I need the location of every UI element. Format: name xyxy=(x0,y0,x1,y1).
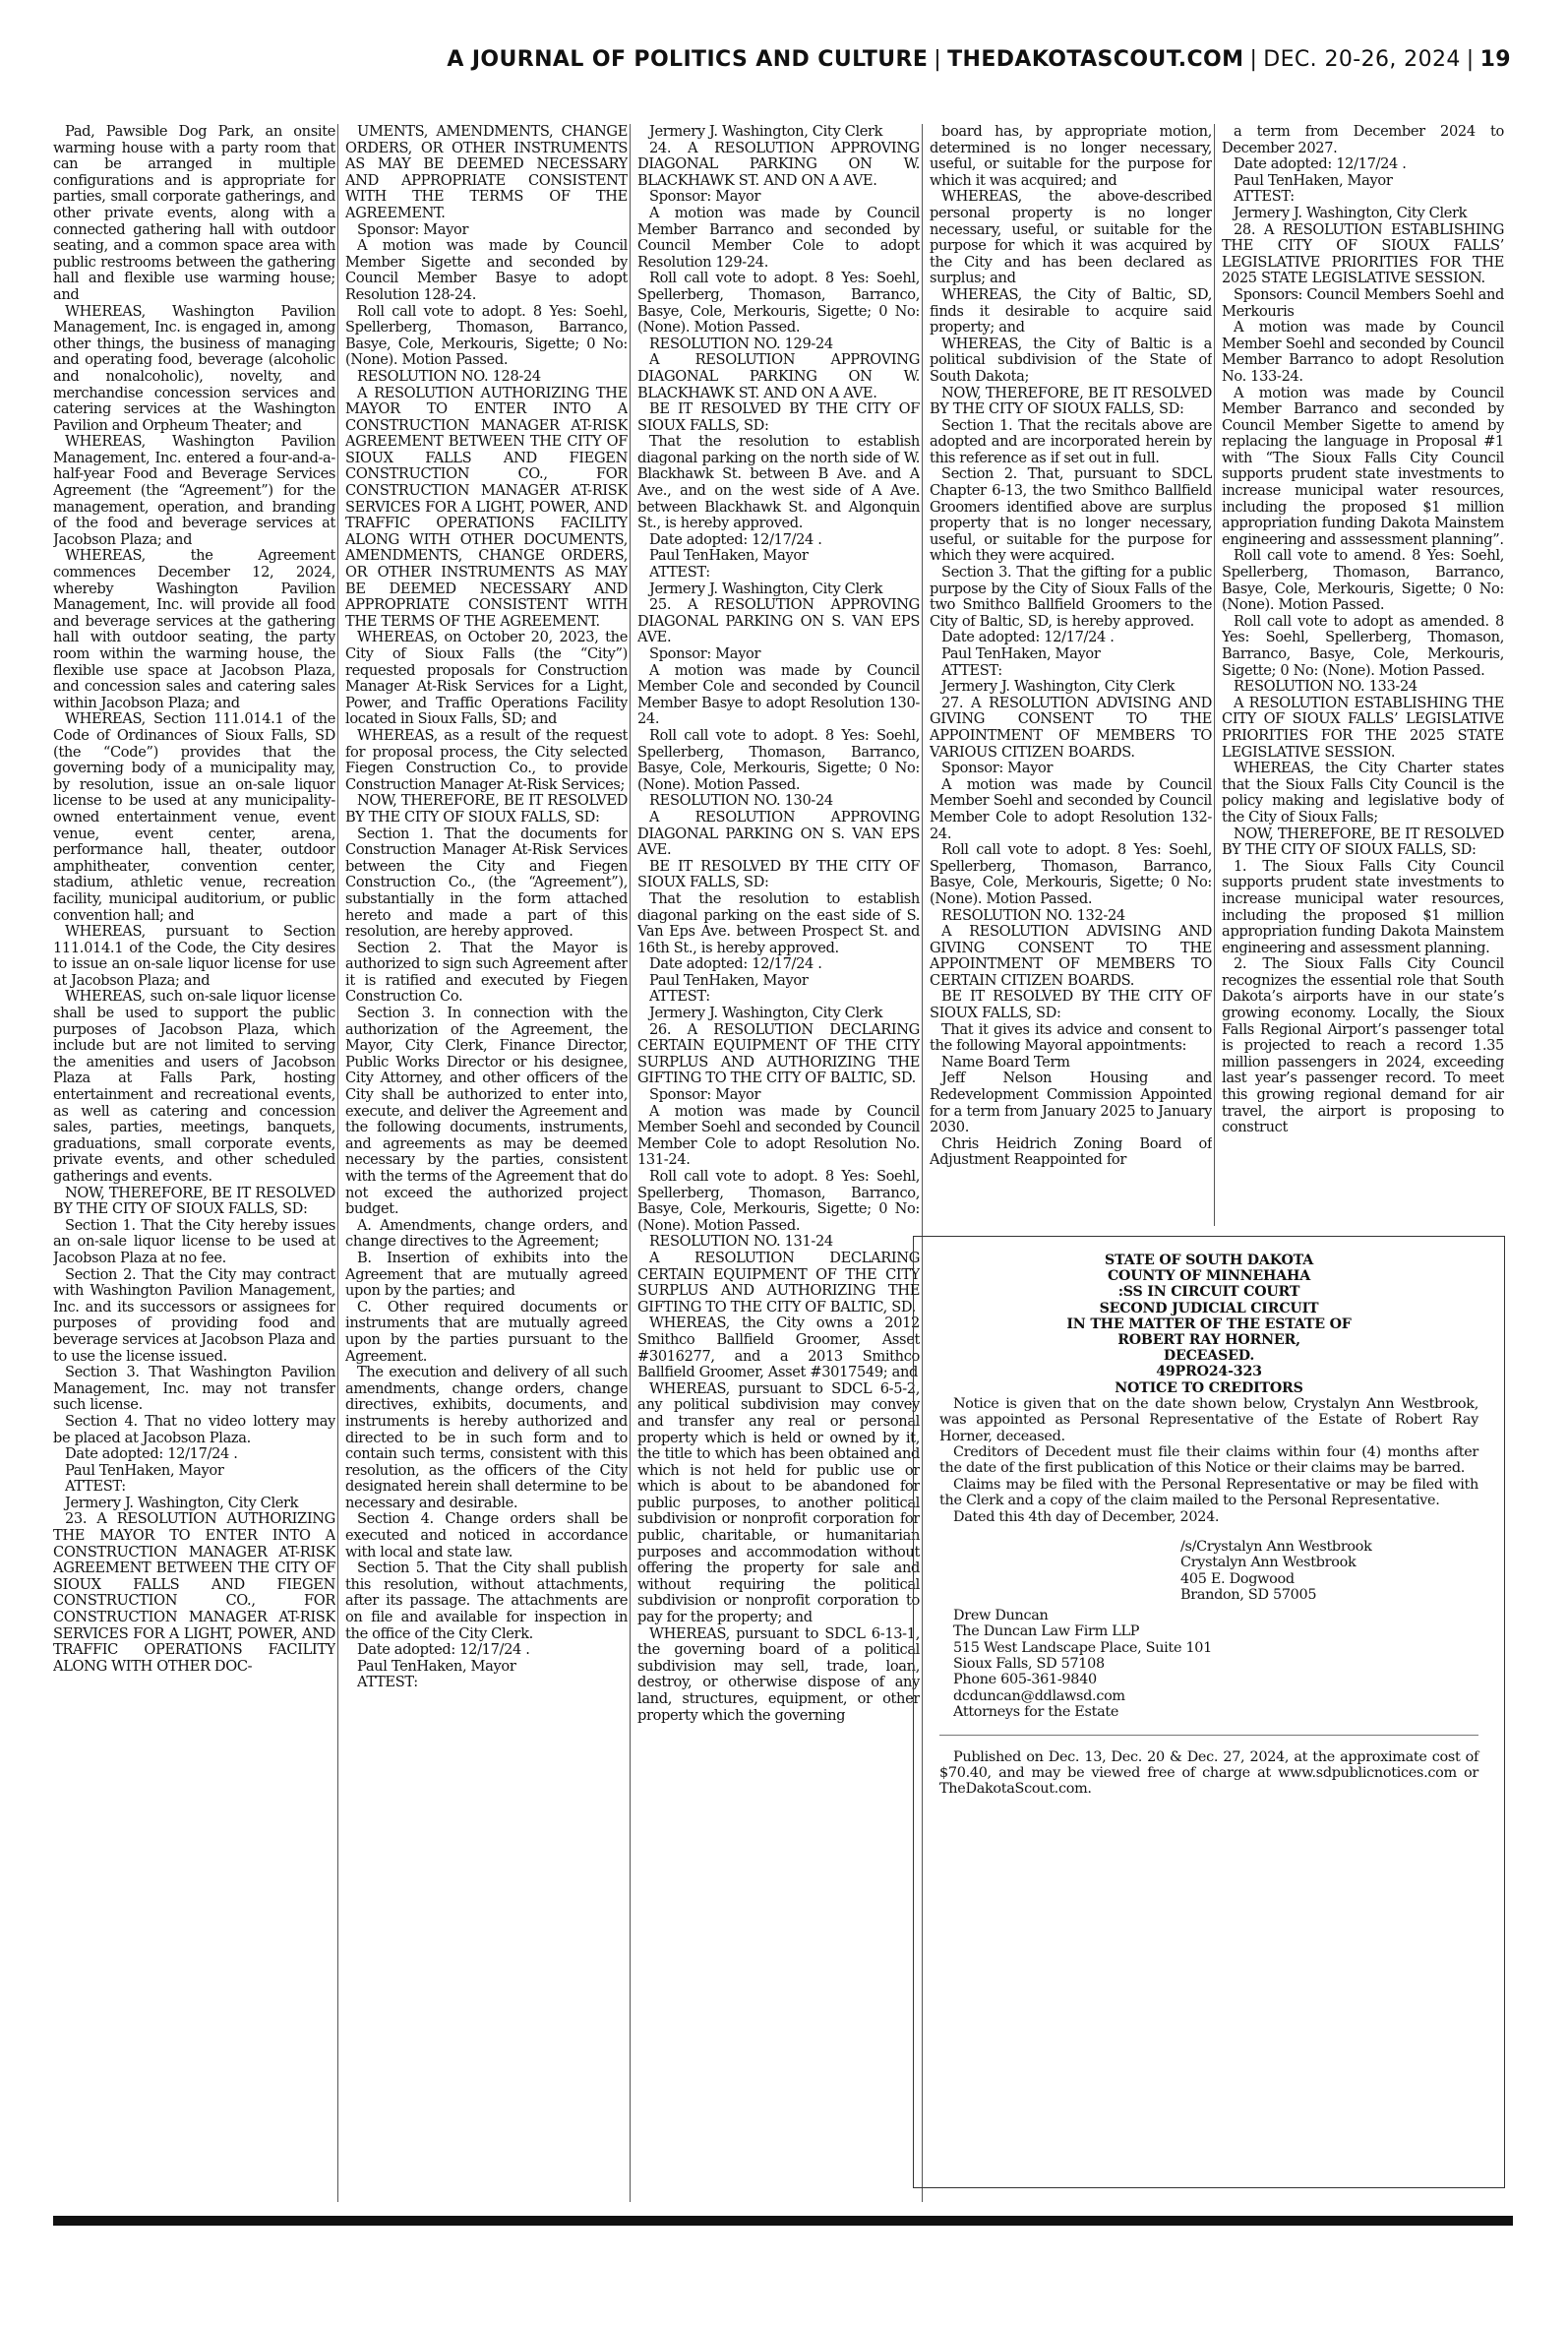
attorney-line: 515 West Landscape Place, Suite 101 xyxy=(953,1639,1213,1656)
notice-heading-line: IN THE MATTER OF THE ESTATE OF xyxy=(1066,1315,1352,1332)
column-paragraph: A motion was made by Council Member Cole and seconded by Council Member Basye to adopt Resolution 130-24. xyxy=(637,661,920,728)
column-paragraph: RESOLUTION NO. 130-24 xyxy=(649,792,833,810)
column-paragraph: Jermery J. Washington, City Clerk xyxy=(65,1494,299,1511)
column-paragraph: RESOLUTION NO. 129-24 xyxy=(649,335,833,352)
journal-tagline: A JOURNAL OF POLITICS AND CULTURE xyxy=(447,47,929,72)
column-paragraph: 2. The Sioux Falls City Council recognizes the essential role that South Dakota’s airports have in our state’s growing economy. Locally, the Sioux Falls Regional Airport’s passenger total is projected to reach a record 1.35 million passengers in 2024, exceeding last year’s passenger record. To meet this growing regional demand for air travel, the airport is proposing to construct xyxy=(1222,955,1504,1136)
column-paragraph: Pad, Pawsible Dog Park, an onsite warming house with a party room that can be arranged in multiple configurations and is appropriate for parties, small corporate gatherings, and other private events, along with a connected gathering hall with outdoor seating, and a common space area with public restrooms between the gathering hall and flexible use warming house; and xyxy=(53,124,335,303)
page-header xyxy=(0,47,1511,72)
attorney-line: Drew Duncan xyxy=(953,1607,1049,1623)
notice-heading-line: DECEASED. xyxy=(1163,1348,1255,1365)
column-paragraph: A motion was made by Council Member Soehl and seconded by Council Member Cole to adopt Resolution No. 131-24. xyxy=(637,1102,920,1169)
text-column-3 xyxy=(637,124,920,2208)
column-paragraph: Roll call vote to adopt. 8 Yes: Soehl, Spellerberg, Thomason, Barranco, Basye, Cole, Merkouris, Sigette; 0 No: (None). Motion Passed. xyxy=(930,841,1212,907)
text-column-4 xyxy=(930,124,1212,1226)
column-paragraph: UMENTS, AMENDMENTS, CHANGE ORDERS, OR OTHER INSTRUMENTS AS MAY BE DEEMED NECESSARY AND APPROPRIATE CONSISTENT WITH THE TERMS OF THE AGREEMENT. xyxy=(345,124,628,221)
notice-divider xyxy=(939,1735,1478,1736)
column-paragraph: WHEREAS, pursuant to SDCL 6-13-1, the governing board of a political subdivision may sell, trade, loan, destroy, or otherwise dispose of any land, structures, equipment, or other property which the governing xyxy=(637,1624,920,1724)
text-column-5 xyxy=(1222,124,1504,1226)
column-paragraph: Sponsor: Mayor xyxy=(941,760,1054,777)
column-paragraph: 28. A RESOLUTION ESTABLISHING THE CITY OF SIOUX FALLS’ LEGISLATIVE PRIORITIES FOR THE 2025 STATE LEGISLATIVE SESSION. xyxy=(1222,220,1504,287)
text-column-2 xyxy=(345,124,628,2208)
notice-heading xyxy=(939,1253,1478,1396)
issue-dates: DEC. 20-26, 2024 xyxy=(1263,47,1461,72)
column-paragraph: WHEREAS, the above-described personal property is no longer necessary, useful, or suitable for the purpose for which it was acquired by the City and has been declared as surplus; and xyxy=(930,188,1212,287)
column-paragraph: NOW, THEREFORE, BE IT RESOLVED BY THE CITY OF SIOUX FALLS, SD: xyxy=(53,1184,335,1218)
column-paragraph: Roll call vote to adopt as amended. 8 Yes: Soehl, Spellerberg, Thomason, Barranco, Basye, Cole, Merkouris, Sigette; 0 No: (None). Motion Passed. xyxy=(1222,612,1504,679)
column-paragraph: Section 2. That, pursuant to SDCL Chapter 6-13, the two Smithco Ballfield Groomers identified above are surplus property that is no longer necessary, useful, or suitable for the purpose for which they were acquired. xyxy=(930,465,1212,565)
notice-heading-line: ROBERT RAY HORNER, xyxy=(1117,1332,1300,1349)
column-paragraph: WHEREAS, Washington Pavilion Management, Inc. entered a four-and-a-half-year Food and Beverage Services Agreement (the “Agreement”) for the management, operation, and branding of the food and beverage services at Jacobson Plaza; and xyxy=(53,433,335,548)
column-paragraph: C. Other required documents or instruments that are mutually agreed upon by the parties pursuant to the Agreement. xyxy=(345,1298,628,1365)
column-paragraph: NOW, THEREFORE, BE IT RESOLVED BY THE CITY OF SIOUX FALLS, SD: xyxy=(1222,825,1504,859)
column-paragraph: Roll call vote to adopt. 8 Yes: Soehl, Spellerberg, Thomason, Barranco, Basye, Cole, Merkouris, Sigette; 0 No: (None). Motion Passed. xyxy=(637,1168,920,1234)
column-paragraph: 23. A RESOLUTION AUTHORIZING THE MAYOR TO ENTER INTO A CONSTRUCTION MANAGER AT-RISK AGREEMENT BETWEEN THE CITY OF SIOUX FALLS AND FIEGEN CONSTRUCTION CO., FOR CONSTRUCTION MANAGER AT-RISK SERVICES FOR A LIGHT, POWER, AND TRAFFIC OPERATIONS FACILITY ALONG WITH OTHER DOC- xyxy=(53,1510,335,1675)
column-paragraph: 24. A RESOLUTION APPROVING DIAGONAL PARKING ON W. BLACKHAWK ST. AND ON A AVE. xyxy=(637,139,920,189)
column-paragraph: A RESOLUTION APPROVING DIAGONAL PARKING ON S. VAN EPS AVE. xyxy=(637,808,920,859)
column-paragraph: WHEREAS, the City of Baltic is a political subdivision of the State of South Dakota; xyxy=(930,335,1212,385)
column-paragraph: ATTEST: xyxy=(357,1674,418,1691)
attorney-line: dcduncan@ddlawsd.com xyxy=(953,1687,1125,1704)
column-paragraph: WHEREAS, the City owns a 2012 Smithco Ballfield Groomer, Asset #3016277, and a 2013 Smithco Ballfield Groomer, Asset #3017549; and xyxy=(637,1315,920,1381)
column-paragraph: Jermery J. Washington, City Clerk xyxy=(649,124,883,140)
column-paragraph: B. Insertion of exhibits into the Agreement that are mutually agreed upon by the parties; and xyxy=(345,1249,628,1300)
column-paragraph: Jermery J. Washington, City Clerk xyxy=(649,580,883,597)
column-paragraph: Paul TenHaken, Mayor xyxy=(649,547,809,565)
notice-heading-line: NOTICE TO CREDITORS xyxy=(1115,1379,1303,1396)
attorney-line: Phone 605-361-9840 xyxy=(953,1672,1097,1688)
notice-heading-line: STATE OF SOUTH DAKOTA xyxy=(1104,1253,1314,1268)
column-paragraph: RESOLUTION NO. 133-24 xyxy=(1234,678,1417,696)
signature-line: /s/Crystalyn Ann Westbrook xyxy=(1180,1539,1372,1556)
notice-heading-line: SECOND JUDICIAL CIRCUIT xyxy=(1099,1300,1319,1316)
notice-body xyxy=(939,1396,1478,1525)
column-paragraph: Section 1. That the City hereby issues an on-sale liquor license to be used at Jacobson Plaza at no fee. xyxy=(53,1216,335,1266)
column-paragraph: A motion was made by Council Member Sigette and seconded by Council Member Basye to adopt Resolution 128-24. xyxy=(345,237,628,303)
column-paragraph: Paul TenHaken, Mayor xyxy=(65,1461,224,1479)
column-paragraph: Section 1. That the recitals above are adopted and are incorporated herein by this reference as if set out in full. xyxy=(930,416,1212,466)
column-paragraph: A RESOLUTION ESTABLISHING THE CITY OF SIOUX FALLS’ LEGISLATIVE PRIORITIES FOR THE 2025 STATE LEGISLATIVE SESSION. xyxy=(1222,694,1504,761)
column-paragraph: WHEREAS, as a result of the request for proposal process, the City selected Fiegen Construction Co., to provide Construction Manager At-Risk Services; xyxy=(345,726,628,793)
header-separator: | xyxy=(934,47,942,72)
column-paragraph: Section 4. That no video lottery may be placed at Jacobson Plaza. xyxy=(53,1412,335,1446)
column-paragraph: Date adopted: 12/17/24 . xyxy=(649,530,822,548)
notice-paragraph: Creditors of Decedent must file their claims within four (4) months after the date of the first publication of this Notice or their claims may be barred. xyxy=(939,1444,1478,1477)
column-paragraph: Sponsor: Mayor xyxy=(649,1086,761,1104)
column-paragraph: Paul TenHaken, Mayor xyxy=(649,971,809,989)
column-paragraph: Date adopted: 12/17/24 . xyxy=(357,1641,530,1659)
column-paragraph: A RESOLUTION ADVISING AND GIVING CONSENT TO THE APPOINTMENT OF MEMBERS TO CERTAIN CITIZEN BOARDS. xyxy=(930,923,1212,989)
notice-heading-line: COUNTY OF MINNEHAHA xyxy=(1107,1268,1311,1285)
notice-paragraph: Claims may be filed with the Personal Representative or may be filed with the Clerk and a copy of the claim mailed to the Personal Representative. xyxy=(939,1476,1478,1509)
column-paragraph: Section 2. That the City may contract with Washington Pavilion Management, Inc. and its successors or assignees for purposes of providing food and beverage services at Jacobson Plaza and to use the license issued. xyxy=(53,1265,335,1365)
column-paragraph: WHEREAS, pursuant to SDCL 6-5-2, any political subdivision may convey and transfer any real or personal property which is held or owned by it, the title to which has been obtained and which is not held for public use or which is about to be abandoned for public purposes, to another political subdivision or nonprofit corporation for public, charitable, or humanitarian purposes and accommodation without offering the property for sale and without requiring the political subdivision or nonprofit corporation to pay for the property; and xyxy=(637,1379,920,1626)
column-paragraph: A RESOLUTION AUTHORIZING THE MAYOR TO ENTER INTO A CONSTRUCTION MANAGER AT-RISK AGREEMENT BETWEEN THE CITY OF SIOUX FALLS AND FIEGEN CONSTRUCTION CO., FOR CONSTRUCTION MANAGER AT-RISK SERVICES FOR A LIGHT, POWER, AND TRAFFIC OPERATIONS FACILITY ALONG WITH OTHER DOCUMENTS, AMENDMENTS, CHANGE ORDERS, OR OTHER INSTRUMENTS AS MAY BE DEEMED NECESSARY AND APPROPRIATE CONSISTENT WITH THE TERMS OF THE AGREEMENT. xyxy=(345,384,628,630)
column-paragraph: That the resolution to establish diagonal parking on the north side of W. Blackhawk St. between B Ave. and A Ave., and on the west side of A Ave. between Blackhawk St. and Algonquin St., is hereby approved. xyxy=(637,433,920,532)
column-paragraph: ATTEST: xyxy=(649,564,710,581)
column-paragraph: Chris Heidrich Zoning Board of Adjustment Reappointed for xyxy=(930,1134,1212,1169)
column-paragraph: Sponsor: Mayor xyxy=(649,188,761,206)
attorney-line: The Duncan Law Firm LLP xyxy=(953,1623,1140,1640)
column-paragraph: A motion was made by Council Member Barranco and seconded by Council Member Sigette to amend by replacing the language in Proposal #1 with “The Sioux Falls City Council supports prudent state investments to increase municipal water resources, including the proposed $1 million appropriation funding Dakota Mainstem engineering and asssessment planning”. xyxy=(1222,384,1504,548)
column-paragraph: board has, by appropriate motion, determined is no longer necessary, useful, or suitable for the purpose for which it was acquired; and xyxy=(930,124,1212,189)
column-paragraph: Section 5. That the City shall publish this resolution, without attachments, after its passage. The attachments are on file and available for inspection in the office of the City Clerk. xyxy=(345,1560,628,1642)
column-paragraph: BE IT RESOLVED BY THE CITY OF SIOUX FALLS, SD: xyxy=(930,988,1212,1022)
column-paragraph: 26. A RESOLUTION DECLARING CERTAIN EQUIPMENT OF THE CITY SURPLUS AND AUTHORIZING THE GIFTING TO THE CITY OF BALTIC, SD. xyxy=(637,1020,920,1087)
column-paragraph: The execution and delivery of all such amendments, change orders, change directives, exhibits, documents, and instruments is hereby authorized and directed to be in such form and to contain such terms, consistent with this resolution, as the officers of the City designated herein shall determine to be necessary and desirable. xyxy=(345,1364,628,1511)
column-paragraph: A RESOLUTION APPROVING DIAGONAL PARKING ON W. BLACKHAWK ST. AND ON A AVE. xyxy=(637,351,920,401)
column-paragraph: ATTEST: xyxy=(649,988,710,1006)
column-paragraph: Jermery J. Washington, City Clerk xyxy=(1234,204,1468,221)
publication-note xyxy=(939,1749,1478,1798)
column-paragraph: WHEREAS, Washington Pavilion Management, Inc. is engaged in, among other things, the business of managing and operating food, beverage (alcoholic and nonalcoholic), novelty, and merchandise concession services and catering services at the Washington Pavilion and Orpheum Theater; and xyxy=(53,302,335,434)
column-paragraph: ATTEST: xyxy=(941,661,1002,679)
column-paragraph: A. Amendments, change orders, and change directives to the Agreement; xyxy=(345,1216,628,1251)
column-paragraph: NOW, THEREFORE, BE IT RESOLVED BY THE CITY OF SIOUX FALLS, SD: xyxy=(345,792,628,826)
column-paragraph: Paul TenHaken, Mayor xyxy=(941,645,1101,662)
column-paragraph: Name Board Term xyxy=(941,1053,1070,1071)
signature-line: Brandon, SD 57005 xyxy=(1180,1587,1317,1604)
column-paragraph: Sponsor: Mayor xyxy=(357,220,469,238)
column-paragraph: WHEREAS, such on-sale liquor license shall be used to support the public purposes of Jacobson Plaza, which include but are not limited to serving the amenities and users of Jacobson Plaza at Falls Park, hosting entertainment and recreational events, as well as catering and concession sales, parties, meetings, banquets, graduations, small corporate events, private events, and other scheduled gatherings and events. xyxy=(53,988,335,1185)
column-paragraph: Sponsor: Mayor xyxy=(649,645,761,662)
column-paragraph: Roll call vote to adopt. 8 Yes: Soehl, Spellerberg, Thomason, Barranco, Basye, Cole, Merkouris, Sigette; 0 No: (None). Motion Passed. xyxy=(637,726,920,793)
column-paragraph: That it gives its advice and consent to the following Mayoral appointments: xyxy=(930,1020,1212,1055)
column-paragraph: Sponsors: Council Members Soehl and Merkouris xyxy=(1222,285,1504,320)
column-paragraph: WHEREAS, on October 20, 2023, the City of Sioux Falls (the “City”) requested proposals for Construction Manager At-Risk Services for a Light, Power, and Traffic Operations Facility located in Sioux Falls, SD; and xyxy=(345,629,628,728)
column-paragraph: A RESOLUTION DECLARING CERTAIN EQUIPMENT OF THE CITY SURPLUS AND AUTHORIZING THE GIFTING TO THE CITY OF BALTIC, SD. xyxy=(637,1249,920,1315)
column-paragraph: 1. The Sioux Falls City Council supports prudent state investments to increase municipal water resources, including the proposed $1 million appropriation funding Dakota Mainstem engineering and assessment planning. xyxy=(1222,857,1504,956)
column-paragraph: Section 4. Change orders shall be executed and noticed in accordance with local and state law. xyxy=(345,1510,628,1560)
column-paragraph: Section 3. That Washington Pavilion Management, Inc. may not transfer such license. xyxy=(53,1364,335,1414)
column-paragraph: Date adopted: 12/17/24 . xyxy=(1234,155,1407,173)
column-paragraph: BE IT RESOLVED BY THE CITY OF SIOUX FALLS, SD: xyxy=(637,400,920,434)
column-paragraph: Paul TenHaken, Mayor xyxy=(357,1657,516,1675)
column-paragraph: Section 3. That the gifting for a public purpose by the City of Sioux Falls of the two Smithco Ballfield Groomers to the City of Baltic, SD, is hereby approved. xyxy=(930,564,1212,630)
column-paragraph: Date adopted: 12/17/24 . xyxy=(65,1445,238,1463)
column-paragraph: 25. A RESOLUTION APPROVING DIAGONAL PARKING ON S. VAN EPS AVE. xyxy=(637,596,920,646)
column-paragraph: RESOLUTION NO. 132-24 xyxy=(941,906,1125,924)
column-paragraph: Jermery J. Washington, City Clerk xyxy=(649,1005,883,1022)
column-paragraph: Jermery J. Washington, City Clerk xyxy=(941,678,1176,696)
column-paragraph: A motion was made by Council Member Soehl and seconded by Council Member Cole to adopt Resolution 132-24. xyxy=(930,775,1212,842)
column-paragraph: WHEREAS, pursuant to Section 111.014.1 of the Code, the City desires to issue an on-sale liquor license for use at Jacobson Plaza; and xyxy=(53,923,335,989)
column-paragraph: WHEREAS, the City Charter states that the Sioux Falls City Council is the policy making and legislative body of the City of Sioux Falls; xyxy=(1222,760,1504,826)
signature-line: 405 E. Dogwood xyxy=(1180,1570,1295,1587)
page-bottom-rule xyxy=(53,2216,1513,2226)
column-paragraph: Paul TenHaken, Mayor xyxy=(1234,171,1393,189)
header-separator: | xyxy=(1466,47,1475,72)
notice-heading-line: :SS IN CIRCUIT COURT xyxy=(1117,1284,1300,1301)
attorney-block xyxy=(953,1608,1478,1721)
header-separator: | xyxy=(1249,47,1258,72)
column-paragraph: Date adopted: 12/17/24 . xyxy=(649,955,822,973)
column-paragraph: A motion was made by Council Member Barranco and seconded by Council Member Cole to adopt Resolution 129-24. xyxy=(637,204,920,271)
column-paragraph: A motion was made by Council Member Soehl and seconded by Council Member Barranco to adopt Resolution No. 133-24. xyxy=(1222,319,1504,385)
column-paragraph: WHEREAS, Section 111.014.1 of the Code of Ordinances of Sioux Falls, SD (the “Code”) provides that the governing body of a municipality may, by resolution, issue an on-sale liquor license to be used at any municipality-owned entertainment venue, event venue, event center, arena, performance hall, theater, outdoor amphitheater, convention center, stadium, athletic venue, recreation facility, municipal auditorium, or public convention hall; and xyxy=(53,710,335,924)
publication-text: Published on Dec. 13, Dec. 20 & Dec. 27, 2024, at the approximate cost of $70.40, and may be viewed free of charge at www.sdpublicnotices.com or TheDakotaScout.com. xyxy=(939,1748,1478,1798)
column-paragraph: Roll call vote to adopt. 8 Yes: Soehl, Spellerberg, Thomason, Barranco, Basye, Cole, Merkouris, Sigette; 0 No: (None). Motion Passed. xyxy=(637,270,920,337)
column-paragraph: Jeff Nelson Housing and Redevelopment Commission Appointed for a term from January 2025 to January 2030. xyxy=(930,1070,1212,1136)
column-paragraph: RESOLUTION NO. 128-24 xyxy=(357,367,541,385)
attorney-line: Attorneys for the Estate xyxy=(953,1704,1119,1721)
attorney-line: Sioux Falls, SD 57108 xyxy=(953,1655,1105,1672)
page-number: 19 xyxy=(1479,47,1511,72)
text-column-1 xyxy=(53,124,335,2208)
column-paragraph: ATTEST: xyxy=(1234,188,1295,206)
column-paragraph: Roll call vote to adopt. 8 Yes: Soehl, Spellerberg, Thomason, Barranco, Basye, Cole, Merkouris, Sigette; 0 No: (None). Motion Passed. xyxy=(345,302,628,369)
notice-paragraph: Notice is given that on the date shown below, Crystalyn Ann Westbrook, was appointed as Personal Representative of the Estate of Robert Ray Horner, deceased. xyxy=(939,1395,1478,1444)
column-paragraph: ATTEST: xyxy=(65,1478,126,1496)
representative-signature xyxy=(1180,1539,1478,1604)
site-name: THEDAKOTASCOUT.COM xyxy=(947,47,1244,72)
column-paragraph: BE IT RESOLVED BY THE CITY OF SIOUX FALLS, SD: xyxy=(637,857,920,891)
notice-to-creditors xyxy=(913,1236,1505,2188)
column-paragraph: a term from December 2024 to December 2027. xyxy=(1222,124,1504,156)
column-paragraph: WHEREAS, the Agreement commences December 12, 2024, whereby Washington Pavilion Management, Inc. will provide all food and beverage services at the gathering hall with outdoor seating, the party room within the warming house, the flexible use space at Jacobson Plaza, and concession sales and catering sales within Jacobson Plaza; and xyxy=(53,547,335,711)
column-paragraph: WHEREAS, the City of Baltic, SD, finds it desirable to acquire said property; and xyxy=(930,285,1212,337)
signature-line: Crystalyn Ann Westbrook xyxy=(1180,1555,1357,1571)
column-paragraph: That the resolution to establish diagonal parking on the east side of S. Van Eps Ave. between Prospect St. and 16th St., is hereby approved. xyxy=(637,889,920,956)
column-paragraph: RESOLUTION NO. 131-24 xyxy=(649,1233,833,1251)
column-paragraph: Roll call vote to amend. 8 Yes: Soehl, Spellerberg, Thomason, Barranco, Basye, Cole, Merkouris, Sigette; 0 No: (None). Motion Passed. xyxy=(1222,547,1504,614)
column-paragraph: Section 2. That the Mayor is authorized to sign such Agreement after it is ratified and executed by Fiegen Construction Co. xyxy=(345,939,628,1006)
column-paragraph: Date adopted: 12/17/24 . xyxy=(941,629,1115,646)
notice-paragraph: Dated this 4th day of December, 2024. xyxy=(953,1508,1220,1525)
column-paragraph: NOW, THEREFORE, BE IT RESOLVED BY THE CITY OF SIOUX FALLS, SD: xyxy=(930,384,1212,418)
notice-heading-line: 49PRO24-323 xyxy=(1156,1364,1262,1380)
column-paragraph: Section 1. That the documents for Construction Manager At-Risk Services between the City and Fiegen Construction Co., (the “Agreement”), substantially in the form attached hereto and made a part of this resolution, are hereby approved. xyxy=(345,825,628,941)
column-paragraph: 27. A RESOLUTION ADVISING AND GIVING CONSENT TO THE APPOINTMENT OF MEMBERS TO VARIOUS CITIZEN BOARDS. xyxy=(930,694,1212,761)
column-paragraph: Section 3. In connection with the authorization of the Agreement, the Mayor, City Clerk, Finance Director, Public Works Director or his designee, City Attorney, and other officers of the City shall be authorized to enter into, execute, and deliver the Agreement and the following documents, instruments, and agreements as may be deemed necessary by the parties, consistent with the terms of the Agreement that do not exceed the authorized project budget. xyxy=(345,1005,628,1218)
